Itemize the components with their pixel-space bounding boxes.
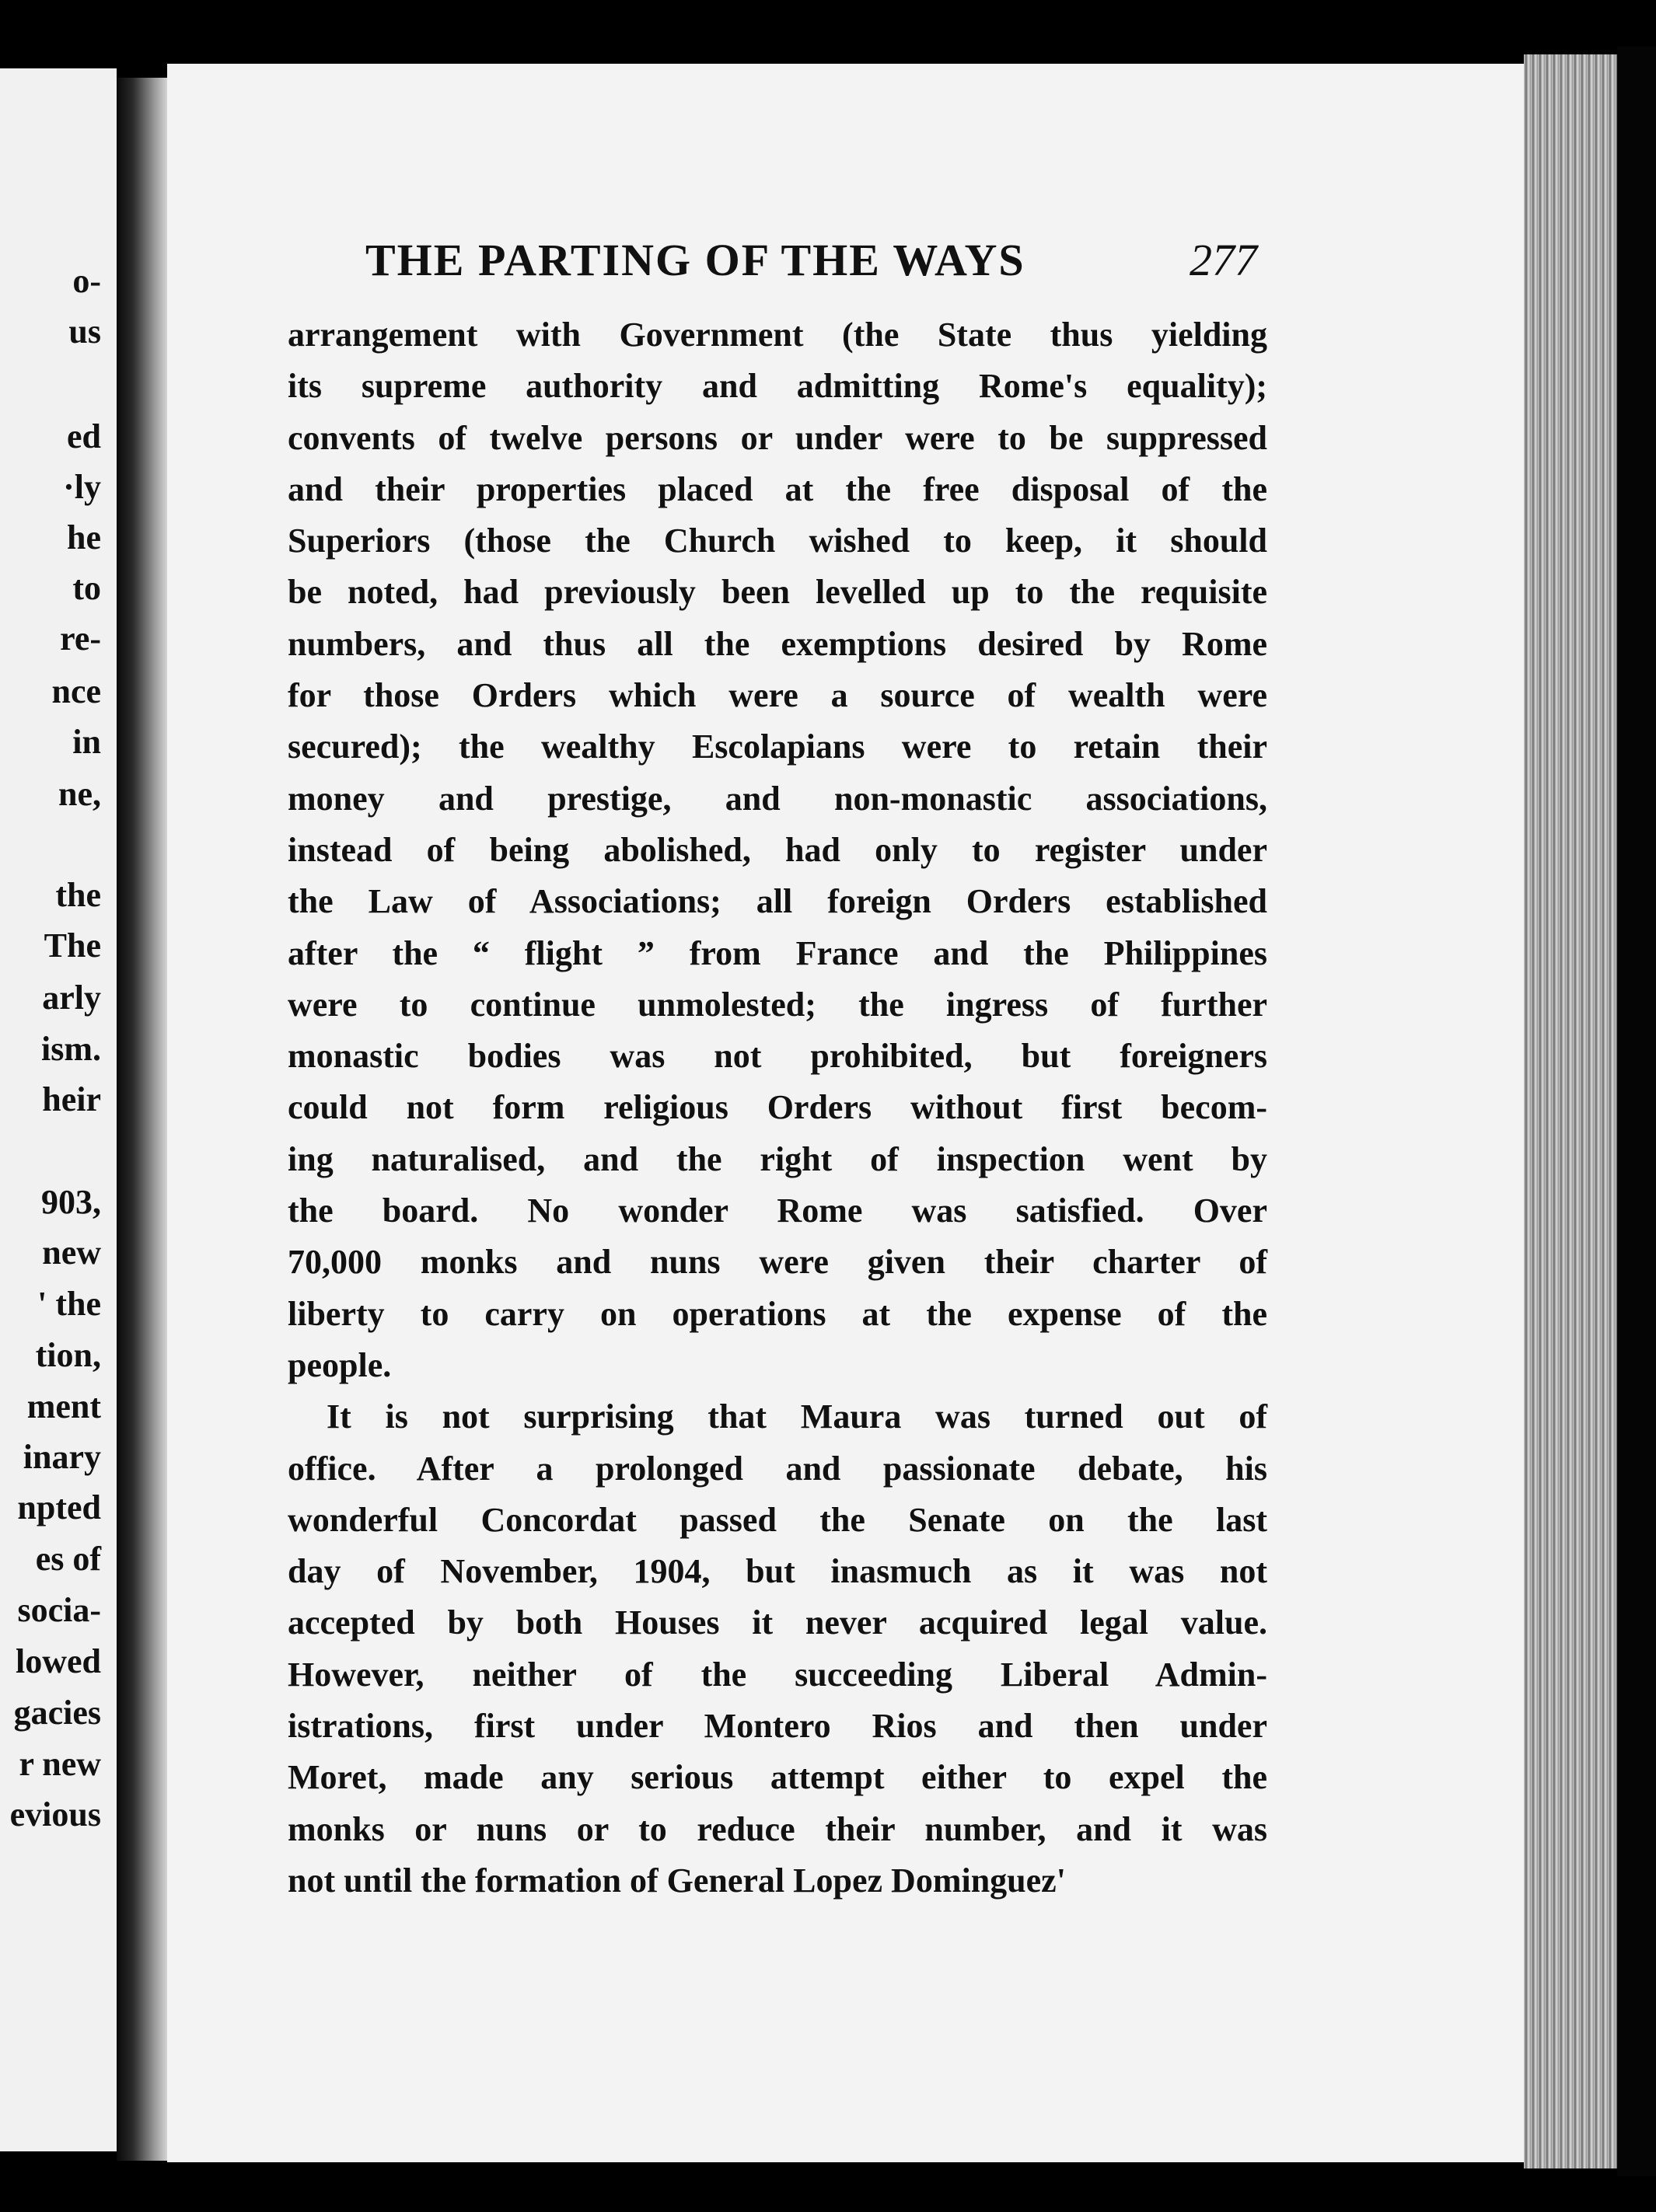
text-line: monks or nuns or to reduce their number, and it was bbox=[288, 1809, 1267, 1848]
left-page-fragment: heir bbox=[42, 1080, 101, 1118]
left-page-fragment: evious bbox=[9, 1795, 101, 1833]
left-page-fragment: ism. bbox=[41, 1030, 101, 1068]
text-line: for those Orders which were a source of wealth were bbox=[288, 676, 1267, 715]
left-page-fragment: es of bbox=[35, 1540, 101, 1578]
text-line: day of November, 1904, but inasmuch as it was not bbox=[288, 1552, 1267, 1591]
left-page-fragment: npted bbox=[17, 1488, 101, 1526]
text-line: people. bbox=[288, 1345, 392, 1384]
body-text bbox=[288, 309, 1267, 1907]
left-page-fragment: new bbox=[42, 1233, 101, 1272]
text-line: instead of being abolished, had only to register under bbox=[288, 830, 1267, 869]
text-line: after the “ flight ” from France and the Philippines bbox=[288, 933, 1267, 972]
text-line: office. After a prolonged and passionate debate, his bbox=[288, 1449, 1267, 1488]
left-page-fragment: 903, bbox=[41, 1183, 101, 1221]
left-page-fragment: the bbox=[55, 876, 101, 914]
left-page-fragment: lowed bbox=[16, 1642, 101, 1680]
text-line: its supreme authority and admitting Rome's equality); bbox=[288, 367, 1267, 406]
text-line: Moret, made any serious attempt either to expel the bbox=[288, 1758, 1267, 1797]
left-page-fragment: r new bbox=[19, 1745, 101, 1783]
text-line: It is not surprising that Maura was turned out of bbox=[327, 1397, 1267, 1436]
text-line: Superiors (those the Church wished to keep, it should bbox=[288, 522, 1267, 560]
running-head-title: THE PARTING OF THE WAYS bbox=[365, 235, 1025, 285]
left-page-fragment: tion, bbox=[35, 1336, 101, 1374]
text-line: liberty to carry on operations at the expense of the bbox=[288, 1294, 1267, 1333]
text-line: the board. No wonder Rome was satisfied. Over bbox=[288, 1191, 1267, 1230]
running-head bbox=[365, 233, 1267, 288]
left-page-fragment: gacies bbox=[13, 1694, 101, 1732]
left-page-fragment: nce bbox=[51, 672, 101, 710]
left-page-fragment: in bbox=[72, 723, 101, 761]
left-page-fragment: us bbox=[68, 312, 101, 351]
left-facing-page bbox=[0, 68, 117, 2151]
text-line: monastic bodies was not prohibited, but foreigners bbox=[288, 1037, 1267, 1076]
paragraph bbox=[288, 1391, 1267, 1907]
left-page-fragment: socia- bbox=[17, 1591, 101, 1629]
book-gutter bbox=[117, 78, 171, 2161]
text-line: money and prestige, and non-monastic associations, bbox=[288, 779, 1267, 818]
left-page-fragment: o- bbox=[72, 262, 101, 300]
left-page-fragment: arly bbox=[42, 979, 101, 1017]
left-page-fragment: ' the bbox=[37, 1285, 101, 1323]
text-line: numbers, and thus all the exemptions desired by Rome bbox=[288, 624, 1267, 663]
text-line: However, neither of the succeeding Liberal Admin- bbox=[288, 1655, 1267, 1694]
text-line: could not form religious Orders without first becom- bbox=[288, 1088, 1267, 1127]
text-line: be noted, had previously been levelled up to the requisite bbox=[288, 573, 1267, 612]
text-line: not until the formation of General Lopez Dominguez' bbox=[288, 1861, 1066, 1900]
text-line: ing naturalised, and the right of inspection went by bbox=[288, 1139, 1267, 1178]
text-line: the Law of Associations; all foreign Orders established bbox=[288, 882, 1267, 921]
text-line: convents of twelve persons or under were to be suppressed bbox=[288, 418, 1267, 457]
text-line: arrangement with Government (the State thus yielding bbox=[288, 316, 1267, 354]
text-line: wonderful Concordat passed the Senate on the last bbox=[288, 1500, 1267, 1539]
page-edges bbox=[1524, 54, 1617, 2168]
book-edge-shadow bbox=[1617, 47, 1656, 2176]
left-page-fragment: The bbox=[44, 926, 101, 965]
paragraph bbox=[288, 309, 1267, 1391]
left-page-fragment: ed bbox=[67, 417, 101, 455]
text-line: secured); the wealthy Escolapians were to retain their bbox=[288, 727, 1267, 766]
text-line: istrations, first under Montero Rios and then under bbox=[288, 1707, 1267, 1746]
left-page-fragment: to bbox=[72, 569, 101, 607]
page-number: 277 bbox=[1190, 235, 1257, 285]
left-page-fragment: inary bbox=[23, 1438, 101, 1476]
text-line: and their properties placed at the free disposal of the bbox=[288, 469, 1267, 508]
left-page-fragment: re- bbox=[60, 619, 101, 658]
left-page-fragment: ment bbox=[26, 1387, 101, 1425]
left-page-fragment: ne, bbox=[58, 775, 101, 813]
text-line: were to continue unmolested; the ingress of further bbox=[288, 985, 1267, 1024]
text-line: 70,000 monks and nuns were given their charter of bbox=[288, 1243, 1267, 1282]
left-page-fragment: he bbox=[67, 518, 101, 556]
text-line: accepted by both Houses it never acquired legal value. bbox=[288, 1603, 1267, 1642]
left-page-fragment: ·ly bbox=[63, 468, 101, 506]
